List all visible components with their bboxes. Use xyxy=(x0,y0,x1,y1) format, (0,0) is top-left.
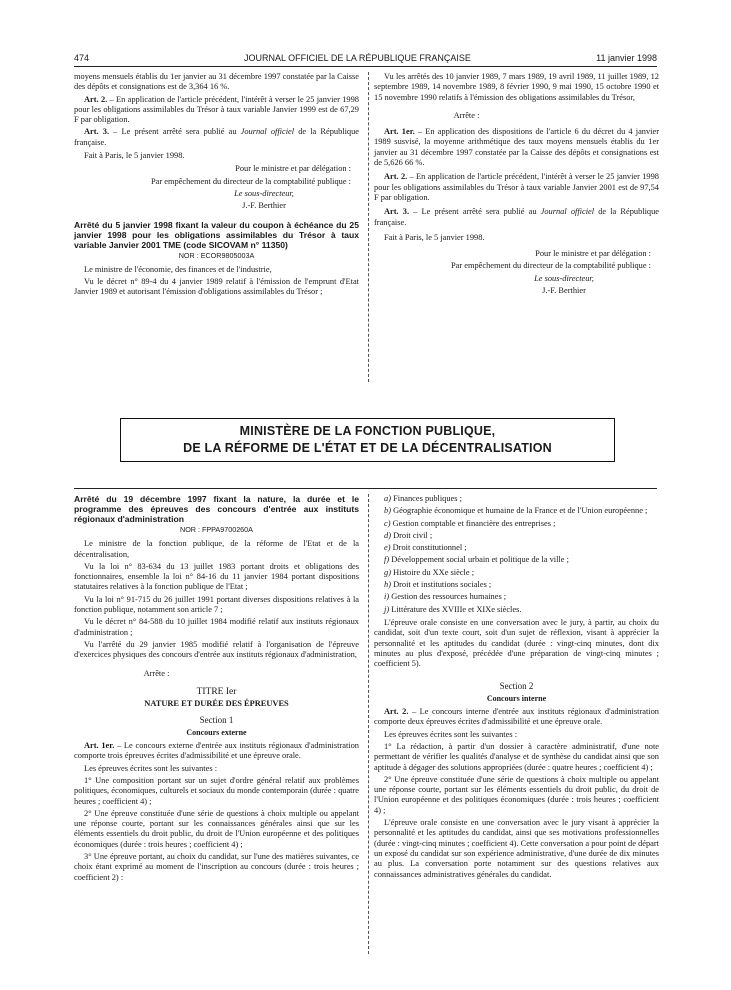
subject-letter: a) xyxy=(384,494,391,503)
subject-item xyxy=(374,494,659,504)
signature-line: Pour le ministre et par délégation : xyxy=(235,164,351,174)
column-divider xyxy=(368,72,369,382)
article-1: Art. 1er. – Le concours externe d'entrée aux instituts régionaux d'administration comporte trois épreuves écrites d'admissibilité et une épreuve orale. xyxy=(74,741,359,761)
paragraph: Le ministre de l'économie, des finances et de l'industrie, xyxy=(84,264,272,274)
list-item: 2° Une épreuve constituée d'une série de questions à choix multiple ou appelant une réponse courte, portant sur les connaissances générales ainsi que sur les éléments essentiels du droit public, du droit de l'Union européenne et des politiques économiques (durée : trois heures ; coefficient 4) ; xyxy=(74,808,359,849)
section-rule xyxy=(74,488,657,489)
subject-text: Géographie économique et humaine de la France et de l'Union européenne ; xyxy=(390,506,648,516)
subject-item xyxy=(374,543,659,553)
subject-list xyxy=(374,494,659,615)
section-subheading: Concours interne xyxy=(486,693,547,703)
subject-letter: b) xyxy=(384,506,391,516)
issue-date: 11 janvier 1998 xyxy=(596,53,657,63)
paragraph: L'épreuve orale consiste en une conversation avec le jury, à partir, au choix du candidat, soit d'un texte court, soit d'un sujet de réflexion, visant à apprécier la personnalité et les aptitudes du candidat (durée : vingt-cinq minutes, dont dix minutes au plus d'exposé, précédée d'une préparation de vingt-cinq minutes ; coefficient 5). xyxy=(374,617,659,669)
ministry-banner xyxy=(120,418,615,462)
subject-text: Finances publiques ; xyxy=(390,494,462,503)
page-number: 474 xyxy=(74,53,90,63)
subject-text: Gestion comptable et financière des entreprises ; xyxy=(390,518,556,528)
subject-text: Littérature des XVIIIe et XIXe siècles. xyxy=(389,604,522,614)
section-heading: Section 2 xyxy=(499,681,534,692)
running-header xyxy=(74,53,657,67)
article-2: Art. 2. – En application de l'article précédent, l'intérêt à verser le 25 janvier 1998 pour les obligations assimilables du Trésor à taux variable Janvier 2001 est de 97,54 F par obligation. xyxy=(374,172,659,202)
header-rule xyxy=(74,66,657,67)
article-3: Art. 3. – Le présent arrêté sera publié au Journal officiel de la République française. xyxy=(74,127,360,147)
paragraph: Vu l'arrêté du 29 janvier 1985 modifié relatif à l'organisation de l'épreuve d'exercices physiques des concours d'entrée aux instituts régionaux d'administration, xyxy=(74,639,359,660)
subject-letter: d) xyxy=(384,530,391,540)
subject-letter: i) xyxy=(384,592,390,602)
top-left-column xyxy=(74,72,359,300)
article-2: Art. 2. – Le concours interne d'entrée aux instituts régionaux d'administration comporte deux épreuves écrites d'admissibilité et une épreuve orale. xyxy=(374,707,659,727)
subject-letter: f) xyxy=(384,555,390,565)
subject-text: Histoire du XXe siècle ; xyxy=(390,567,475,577)
paragraph: Les épreuves écrites sont les suivantes : xyxy=(84,763,218,773)
subject-item xyxy=(374,592,659,602)
subject-item xyxy=(374,506,659,516)
titre-heading: TITRE Ier xyxy=(196,686,237,697)
journal-title: JOURNAL OFFICIEL DE LA RÉPUBLIQUE FRANÇAISE xyxy=(244,53,471,63)
signature-date: Fait à Paris, le 5 janvier 1998. xyxy=(384,232,485,242)
paragraph: L'épreuve orale consiste en une conversation avec le jury visant à apprécier la personnalité et les aptitudes du candidat, ainsi que ses motivations professionnelles (durée : vingt-cinq minutes ; coefficient 4). Cette conversation a pour point de départ un exposé du candidat sur son expérience administrative, d'une durée de dix minutes au plus. La conversation porte notamment sur des questions relatives aux connaissances administratives générales du candidat. xyxy=(374,818,659,879)
paragraph: moyens mensuels établis du 1er janvier au 31 décembre 1997 constatée par la Caisse des dépôts et consignations est de 3,364 16 %. xyxy=(74,72,359,92)
subject-letter: g) xyxy=(384,567,391,577)
section-heading: Section 1 xyxy=(199,715,234,726)
nor-reference: NOR : FPPA9700260A xyxy=(180,525,253,534)
section-subheading: Concours externe xyxy=(186,727,247,737)
subject-letter: j) xyxy=(384,604,390,614)
paragraph: Vu la loi n° 83-634 du 13 juillet 1983 portant droits et obligations des fonctionnaires, ensemble la loi n° 84-16 du 11 janvier 1984 portant dispositions statutaires relatives à la fonction publique de l'Etat ; xyxy=(74,561,359,592)
paragraph: Vu les arrêtés des 10 janvier 1989, 7 mars 1989, 19 avril 1989, 11 juillet 1989, 12 septembre 1989, 14 novembre 1989, 8 février 1990, 9 mai 1990, 15 octobre 1990 et 15 novembre 1990 relatifs à l'émission des obligations assimilables du Trésor, xyxy=(374,72,659,102)
subject-text: Droit et institutions sociales ; xyxy=(390,580,492,590)
arrete-heading: Arrête : xyxy=(143,668,170,678)
signature-line: Par empêchement du directeur de la comptabilité publique : xyxy=(151,176,351,186)
subject-item xyxy=(374,555,659,565)
bottom-left-column xyxy=(74,494,359,885)
paragraph: Vu le décret n° 89-4 du 4 janvier 1989 relatif à l'émission de l'emprunt d'Etat Janvier 1989 et autorisant l'émission d'obligations assimilables du Trésor ; xyxy=(74,277,359,297)
bottom-right-column xyxy=(374,494,659,882)
signature-role: Le sous-directeur, xyxy=(234,188,294,198)
paragraph: Vu le décret n° 84-588 du 10 juillet 1984 modifié relatif aux instituts régionaux d'administration ; xyxy=(74,617,359,637)
banner-line: MINISTÈRE DE LA FONCTION PUBLIQUE, xyxy=(239,424,496,438)
article-3: Art. 3. – Le présent arrêté sera publié au Journal officiel de la République française. xyxy=(374,207,660,227)
nor-reference: NOR : ECOR9805003A xyxy=(178,250,255,260)
subject-item xyxy=(374,580,659,590)
subject-item xyxy=(374,531,659,541)
paragraph: Le ministre de la fonction publique, de la réforme de l'Etat et de la décentralisation, xyxy=(74,539,359,559)
subject-text: Développement social urbain et politique de la ville ; xyxy=(389,555,569,565)
subject-item xyxy=(374,605,659,615)
list-item: 3° Une épreuve portant, au choix du candidat, sur l'une des matières suivantes, ce choix étant exprimé au moment de l'inscription au concours (durée : trois heures ; coefficient 2) : xyxy=(74,852,359,882)
subject-item xyxy=(374,568,659,578)
list-item: 2° Une épreuve constituée d'une série de questions à choix multiple ou appelant une réponse courte, portant sur les éléments essentiels du droit public, du droit de l'Union européenne et des politiques économiques (durée : trois heures ; coefficient 4) ; xyxy=(374,774,659,815)
top-right-column xyxy=(374,72,659,298)
subject-letter: h) xyxy=(384,580,391,590)
signature-line: Pour le ministre et par délégation : xyxy=(535,249,651,259)
decree-title: Arrêté du 5 janvier 1998 fixant la valeur du coupon à échéance du 25 janvier 1998 pour les obligations assimilables du Trésor à taux variable Janvier 2001 TME (code SICOVAM n° 11350) xyxy=(74,219,359,250)
subject-text: Droit constitutionnel ; xyxy=(390,543,467,553)
signature-line: Par empêchement du directeur de la comptabilité publique : xyxy=(451,261,651,271)
signature-name: J.-F. Berthier xyxy=(242,201,286,211)
signature-date: Fait à Paris, le 5 janvier 1998. xyxy=(84,151,185,161)
signature-name: J.-F. Berthier xyxy=(542,286,586,296)
subject-letter: c) xyxy=(384,518,391,528)
paragraph: Les épreuves écrites sont les suivantes : xyxy=(384,729,518,739)
paragraph: Vu la loi n° 91-715 du 26 juillet 1991 portant diverses dispositions relatives à la fonction publique, notamment son article 7 ; xyxy=(74,594,359,615)
list-item: 1° La rédaction, à partir d'un dossier à caractère administratif, d'une note permettant de vérifier les qualités d'analyse et de synthèse du candidat ainsi que son aptitude à dégager des solutions appropriées (durée : quatre heures ; coefficient 4) ; xyxy=(374,741,659,772)
list-item: 1° Une composition portant sur un sujet d'ordre général relatif aux problèmes politiques, économiques, culturels et sociaux du monde contemporain (durée : quatre heures ; coefficient 4) ; xyxy=(74,775,359,806)
arrete-heading: Arrête : xyxy=(453,110,480,120)
decree-title: Arrêté du 19 décembre 1997 fixant la nature, la durée et le programme des épreuves des concours d'entrée aux instituts régionaux d'administration xyxy=(74,494,359,524)
subject-text: Droit civil ; xyxy=(390,530,433,540)
subject-item xyxy=(374,519,659,529)
subject-letter: e) xyxy=(384,543,391,553)
subject-text: Gestion des ressources humaines ; xyxy=(389,592,507,602)
article-2: Art. 2. – En application de l'article précédent, l'intérêt à verser le 25 janvier 1998 pour les obligations assimilables du Trésor à taux variable Janvier 1999 est de 67,29 F par obligation. xyxy=(74,94,359,125)
article-1: Art. 1er. – En application des dispositions de l'article 6 du décret du 4 janvier 1989 susvisé, la moyenne arithmétique des taux moyens mensuels établis du 1er janvier au 31 décembre 1997 constatée par la Caisse des dépôts et consignations est de 5,626 66 %. xyxy=(374,127,660,168)
signature-role: Le sous-directeur, xyxy=(534,273,594,283)
banner-line: DE LA RÉFORME DE L'ÉTAT ET DE LA DÉCENTRALISATION xyxy=(183,441,552,455)
titre-subheading: NATURE ET DURÉE DES ÉPREUVES xyxy=(144,699,289,709)
column-divider xyxy=(368,494,369,954)
